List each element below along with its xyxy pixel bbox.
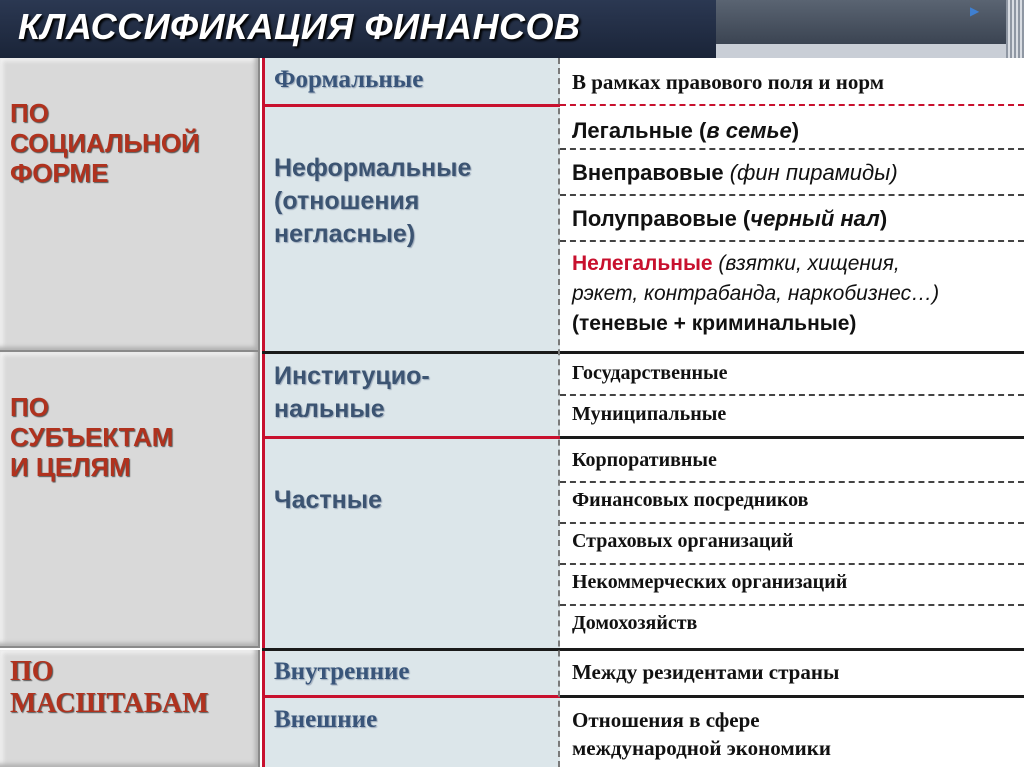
category-cell-subjects: [0, 352, 260, 648]
item-note: (взятки, хищения,: [718, 252, 900, 275]
item-main: Нелегальные: [572, 252, 719, 275]
header: [0, 0, 1024, 58]
category-label-line: ФОРМЕ: [10, 158, 109, 188]
list-item: [572, 206, 887, 232]
subcategory-domestic: Внутренние: [274, 658, 410, 685]
category-label: [10, 656, 209, 720]
subcategory-line: (отношения: [274, 187, 420, 215]
item-main: Внеправовые: [572, 160, 730, 185]
divider: [560, 148, 1024, 150]
divider: [560, 481, 1024, 483]
divider: [262, 651, 265, 767]
item-main: Полуправовые (: [572, 206, 751, 231]
list-item: Между резидентами страны: [572, 660, 840, 684]
item-tail: ): [791, 118, 800, 143]
category-label-line: ПО: [10, 98, 49, 128]
column-divider: [558, 58, 560, 767]
divider: [262, 695, 560, 698]
divider: [560, 522, 1024, 524]
item-note-line: рэкет, контрабанда, наркобизнес…): [572, 282, 940, 305]
subcategory-line: Неформальные: [274, 154, 472, 182]
list-item: [572, 160, 898, 186]
arrow-icon: ▶: [970, 4, 980, 18]
list-item: В рамках правового поля и норм: [572, 70, 885, 94]
subcategory-institutional: [274, 360, 430, 426]
list-item: [572, 118, 799, 144]
item-line: международной экономики: [572, 736, 831, 760]
list-item: Муниципальные: [572, 403, 727, 425]
item-tail: ): [879, 206, 888, 231]
subcategory-line: Институцио-: [274, 362, 430, 390]
divider: [560, 240, 1024, 242]
title-bar: [0, 0, 716, 58]
category-cell-scale: [0, 650, 260, 767]
item-note: (фин пирамиды): [729, 160, 898, 185]
header-stripes: [1006, 0, 1024, 58]
subcategory-line: негласные): [274, 220, 416, 248]
divider: [560, 563, 1024, 565]
divider: [262, 436, 560, 439]
list-item: Финансовых посредников: [572, 489, 809, 511]
category-label-line: ПО: [10, 392, 49, 422]
category-label-line: СУБЪЕКТАМ: [10, 422, 174, 452]
divider: [560, 194, 1024, 196]
divider: [560, 394, 1024, 396]
page-title: КЛАССИФИКАЦИЯ ФИНАНСОВ: [18, 6, 581, 47]
item-note-line: (теневые + криминальные): [572, 312, 857, 335]
divider: [560, 695, 1024, 698]
category-label: [10, 98, 200, 188]
divider: [262, 58, 265, 352]
divider: [262, 104, 560, 107]
list-item: Страховых организаций: [572, 530, 794, 552]
subcategory-external: Внешние: [274, 706, 378, 733]
divider: [560, 104, 1024, 106]
divider: [560, 436, 1024, 439]
category-label-line: МАСШТАБАМ: [10, 688, 209, 719]
list-item: [572, 706, 831, 762]
subcategory-line: нальные: [274, 395, 385, 423]
list-item: Государственные: [572, 362, 728, 384]
item-note: черный нал: [750, 206, 880, 231]
item-note: в семье: [706, 118, 792, 143]
item-line: Отношения в сфере: [572, 708, 760, 732]
category-cell-social: [0, 58, 260, 352]
list-item: Некоммерческих организаций: [572, 571, 848, 593]
list-item: Корпоративные: [572, 449, 717, 471]
category-label-line: СОЦИАЛЬНОЙ: [10, 128, 200, 158]
subcategory-formal: Формальные: [274, 66, 424, 93]
list-item-illegal: [572, 252, 939, 336]
subcategory-informal: [274, 152, 471, 251]
divider: [560, 604, 1024, 606]
category-label-line: И ЦЕЛЯМ: [10, 452, 131, 482]
list-item: Домохозяйств: [572, 612, 698, 634]
divider: [262, 354, 265, 648]
subcategory-private: Частные: [274, 486, 382, 514]
category-label-line: ПО: [10, 656, 54, 687]
category-label: [10, 392, 173, 482]
item-main: Легальные (: [572, 118, 707, 143]
header-decoration: [716, 0, 1006, 44]
header-decoration-band: [716, 44, 1006, 58]
